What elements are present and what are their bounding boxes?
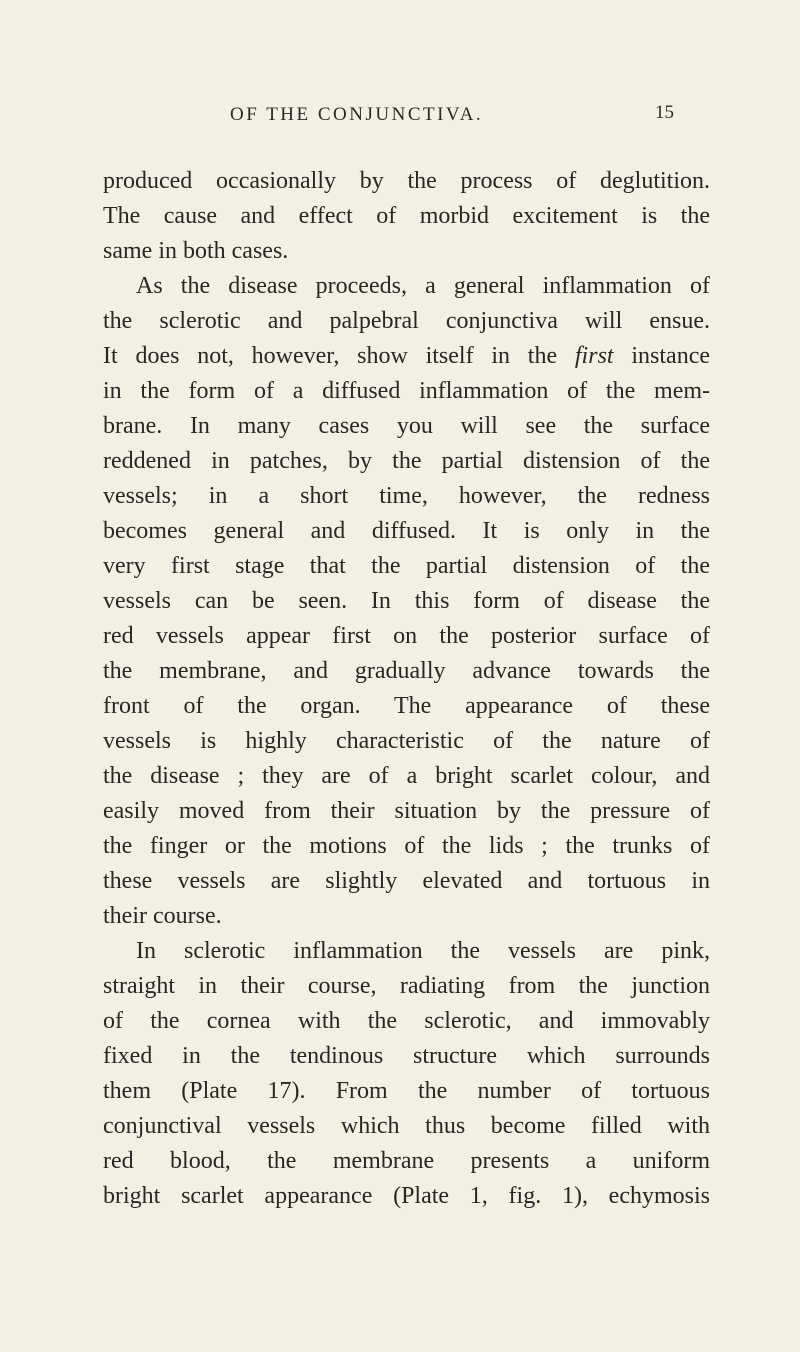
running-head: OF THE CONJUNCTIVA. [230, 104, 484, 125]
text-line: bright scarlet appearance (Plate 1, fig. 1), echymosis [103, 1183, 710, 1209]
text-line: the finger or the motions of the lids ; the trunks of [103, 833, 710, 859]
text-line: vessels; in a short time, however, the redness [103, 483, 710, 509]
text-line: conjunctival vessels which thus become filled with [103, 1113, 710, 1139]
text-line: becomes general and diffused. It is only in the [103, 518, 710, 544]
text-line: same in both cases. [103, 238, 289, 264]
text-line: red blood, the membrane presents a uniform [103, 1148, 710, 1174]
text-line: In sclerotic inflammation the vessels are pink, [136, 938, 710, 964]
text-line: front of the organ. The appearance of these [103, 693, 710, 719]
text-line: these vessels are slightly elevated and tortuous in [103, 868, 710, 894]
text-line: fixed in the tendinous structure which surrounds [103, 1043, 710, 1069]
text-line: produced occasionally by the process of deglutition. [103, 168, 710, 194]
text-line: in the form of a diffused inflammation of the mem- [103, 378, 710, 404]
text-line: red vessels appear first on the posterior surface of [103, 623, 710, 649]
text-line: brane. In many cases you will see the surface [103, 413, 710, 439]
text-line: The cause and effect of morbid excitement is the [103, 203, 710, 229]
text-line: easily moved from their situation by the pressure of [103, 798, 710, 824]
text-line: very first stage that the partial distension of the [103, 553, 710, 579]
text-line: of the cornea with the sclerotic, and immovably [103, 1008, 710, 1034]
text-line: their course. [103, 903, 222, 929]
text-line: reddened in patches, by the partial distension of the [103, 448, 710, 474]
text-line: It does not, however, show itself in the first instance [103, 343, 710, 369]
text-line: the disease ; they are of a bright scarlet colour, and [103, 763, 710, 789]
text-line: the sclerotic and palpebral conjunctiva will ensue. [103, 308, 710, 334]
text-line: vessels can be seen. In this form of disease the [103, 588, 710, 614]
text-line: straight in their course, radiating from the junction [103, 973, 710, 999]
text-line: As the disease proceeds, a general inflammation of [136, 273, 710, 299]
text-line: the membrane, and gradually advance towards the [103, 658, 710, 684]
text-line: vessels is highly characteristic of the nature of [103, 728, 710, 754]
text-line: them (Plate 17). From the number of tortuous [103, 1078, 710, 1104]
page-number: 15 [655, 102, 674, 123]
